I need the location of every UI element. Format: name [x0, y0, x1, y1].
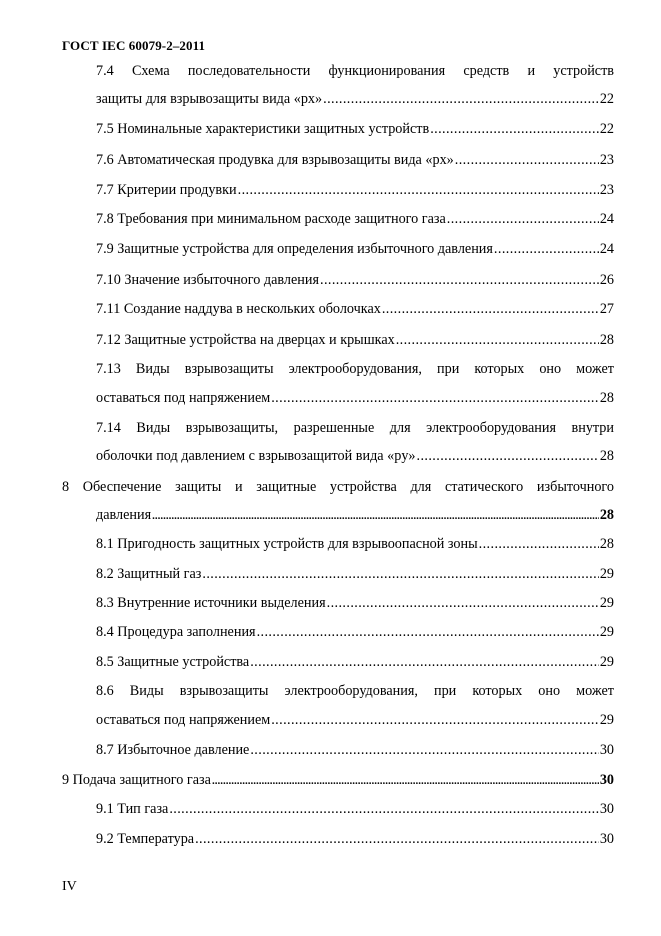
toc-entry-title: давления [96, 507, 152, 523]
toc-leader-dots [250, 740, 598, 760]
toc-page-number: 30 [599, 742, 614, 758]
toc-page-number: 28 [599, 332, 614, 348]
toc-page-number: 29 [599, 654, 614, 670]
toc-leader-dots [327, 593, 599, 613]
toc-entry-7-4-line1: 7.4 Схема последовательности функционирования средств и устройств [96, 63, 614, 79]
toc-entry-7-6[interactable] [96, 150, 614, 170]
page-number-footer: IV [62, 879, 77, 894]
document-header: ГОСТ IEC 60079-2–2011 [62, 38, 206, 53]
toc-entry-title: 8.2 Защитный газ [96, 566, 202, 582]
toc-page-number: 24 [599, 211, 614, 227]
toc-leader-dots [417, 446, 599, 466]
toc-entry-7-13[interactable] [96, 388, 614, 408]
toc-entry-7-7[interactable] [96, 180, 614, 200]
toc-entry-7-14[interactable] [96, 446, 614, 466]
toc-entry-title: 7.10 Значение избыточного давления [96, 272, 319, 288]
toc-leader-dots [212, 770, 599, 791]
toc-entry-title: защиты для взрывозащиты вида «px» [96, 91, 323, 107]
toc-page-number: 22 [599, 121, 614, 137]
toc-page-number: 23 [599, 182, 614, 198]
toc-page-number: 29 [599, 595, 614, 611]
toc-leader-dots [152, 505, 599, 526]
toc-leader-dots [250, 652, 599, 672]
toc-entry-title: оставаться под напряжением [96, 712, 271, 728]
toc-page-number: 28 [599, 536, 614, 552]
toc-page-number: 29 [599, 712, 614, 728]
toc-leader-dots [396, 330, 599, 350]
toc-entry-7-8[interactable] [96, 209, 614, 229]
toc-leader-dots [494, 239, 599, 259]
toc-page-number: 30 [599, 801, 614, 817]
toc-leader-dots [430, 119, 599, 139]
toc-leader-dots [271, 388, 599, 408]
toc-leader-dots [479, 534, 599, 554]
toc-leader-dots [238, 180, 599, 200]
toc-leader-dots [202, 564, 598, 584]
toc-entry-8-3[interactable] [96, 593, 614, 613]
toc-entry-title: 8.4 Процедура заполнения [96, 624, 256, 640]
toc-entry-title: 7.7 Критерии продувки [96, 182, 237, 198]
toc-entry-title: 8.5 Защитные устройства [96, 654, 250, 670]
toc-entry-8-1[interactable] [96, 534, 614, 554]
toc-entry-7-5[interactable] [96, 119, 614, 139]
toc-leader-dots [323, 89, 599, 109]
toc-leader-dots [169, 799, 598, 819]
toc-page-number: 26 [599, 272, 614, 288]
toc-entry-7-14-line1: 7.14 Виды взрывозащиты, разрешенные для электрооборудования внутри [96, 420, 614, 436]
toc-entry-title: оболочки под давлением с взрывозащитой вида «py» [96, 448, 416, 464]
toc-entry-8-6[interactable] [96, 710, 614, 730]
toc-page-number: 29 [599, 566, 614, 582]
toc-section-8[interactable] [96, 505, 614, 525]
toc-leader-dots [382, 299, 599, 319]
toc-entry-title: 7.9 Защитные устройства для определения избыточного давления [96, 241, 493, 257]
toc-page-number: 29 [599, 624, 614, 640]
toc-entry-7-12[interactable] [96, 330, 614, 350]
toc-leader-dots [455, 150, 599, 170]
toc-page-number: 28 [599, 507, 614, 523]
toc-leader-dots [257, 622, 599, 642]
toc-entry-title: 9 Подача защитного газа [62, 772, 211, 788]
toc-entry-title: 7.6 Автоматическая продувка для взрывозащиты вида «px» [96, 152, 454, 168]
toc-section-8-line1: 8 Обеспечение защиты и защитные устройства для статического избыточного [62, 479, 614, 495]
toc-page-number: 22 [599, 91, 614, 107]
toc-page-number: 28 [599, 390, 614, 406]
toc-leader-dots [195, 829, 599, 849]
toc-entry-title: 9.1 Тип газа [96, 801, 169, 817]
toc-entry-title: 7.12 Защитные устройства на дверцах и крышках [96, 332, 395, 348]
toc-page-number: 24 [599, 241, 614, 257]
toc-page-number: 23 [599, 152, 614, 168]
toc-section-9[interactable] [62, 770, 614, 790]
toc-entry-8-7[interactable] [96, 740, 614, 760]
toc-entry-7-10[interactable] [96, 270, 614, 290]
toc-entry-title: 7.8 Требования при минимальном расходе защитного газа [96, 211, 446, 227]
toc-entry-title: 8.1 Пригодность защитных устройств для взрывоопасной зоны [96, 536, 478, 552]
toc-entry-7-13-line1: 7.13 Виды взрывозащиты электрооборудования, при которых оно может [96, 361, 614, 377]
toc-entry-title: 8.3 Внутренние источники выделения [96, 595, 326, 611]
toc-leader-dots [271, 710, 599, 730]
toc-entry-7-9[interactable] [96, 239, 614, 259]
toc-entry-8-5[interactable] [96, 652, 614, 672]
toc-entry-8-4[interactable] [96, 622, 614, 642]
toc-page-number: 30 [599, 831, 614, 847]
toc-entry-8-2[interactable] [96, 564, 614, 584]
toc-entry-7-11[interactable] [96, 299, 614, 319]
toc-leader-dots [320, 270, 599, 290]
toc-entry-8-6-line1: 8.6 Виды взрывозащиты электрооборудования, при которых оно может [96, 683, 614, 699]
toc-entry-9-2[interactable] [96, 829, 614, 849]
toc-entry-title: оставаться под напряжением [96, 390, 271, 406]
toc-page-number: 27 [599, 301, 614, 317]
toc-entry-title: 8.7 Избыточное давление [96, 742, 250, 758]
toc-entry-title: 7.11 Создание наддува в нескольких оболочках [96, 301, 381, 317]
toc-leader-dots [447, 209, 599, 229]
toc-entry-title: 7.5 Номинальные характеристики защитных устройств [96, 121, 430, 137]
toc-page-number: 28 [599, 448, 614, 464]
toc-page-number: 30 [599, 772, 614, 788]
toc-entry-title: 9.2 Температура [96, 831, 195, 847]
toc-entry-7-4[interactable] [96, 89, 614, 109]
toc-entry-9-1[interactable] [96, 799, 614, 819]
